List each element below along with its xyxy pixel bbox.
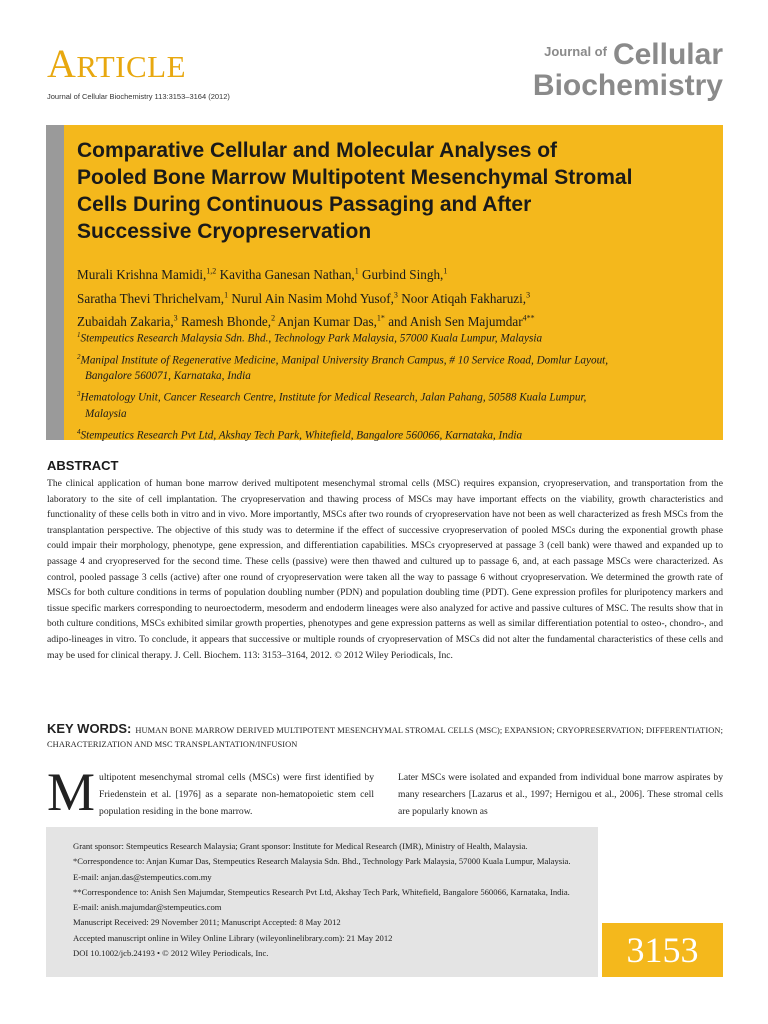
affiliation: $^2$Manipal Institute of Regenerative Medicine, Manipal University Branch Campus, # 10 Service Road, Domlur Layout, Bangalore 560071, Karnataka, India bbox=[77, 352, 609, 383]
author: Gurbind Singh,$^1$ bbox=[362, 267, 448, 283]
title-box bbox=[46, 125, 723, 440]
title-line: Pooled Bone Marrow Multipotent Mesenchymal Stromal bbox=[77, 166, 633, 189]
affiliation: $^1$Stempeutics Research Malaysia Sdn. Bhd., Technology Park Malaysia, 57000 Kuala Lumpur, Malaysia bbox=[77, 331, 543, 345]
author: Saratha Thevi Thrichelvam,$^1$ bbox=[77, 290, 229, 306]
footnote-box bbox=[46, 827, 598, 977]
author: Zubaidah Zakaria,$^3$ bbox=[77, 313, 178, 330]
abstract-heading: ABSTRACT bbox=[47, 458, 119, 473]
keywords-heading: KEY WORDS: bbox=[47, 721, 132, 736]
author: Kavitha Ganesan Nathan,$^1$ bbox=[219, 267, 359, 283]
author-list bbox=[77, 262, 697, 332]
article-title bbox=[77, 137, 697, 245]
journal-logo-of: Journal of bbox=[544, 44, 607, 59]
body-left-text: ultipotent mesenchymal stromal cells (MSCs) were first identified by Friedenstein et al. [1976] as a separate non-hematopoietic stem cell population residing in the bone marrow. bbox=[99, 772, 374, 817]
author: Murali Krishna Mamidi,$^{1,2}$ bbox=[77, 267, 217, 283]
affiliation: $^4$Stempeutics Research Pvt Ltd, Akshay Tech Park, Whitefield, Bangalore 560066, Karnataka, India bbox=[77, 428, 523, 442]
article-label: ARTICLE bbox=[47, 41, 187, 86]
footnote-received: Manuscript Received: 29 November 2011; Manuscript Accepted: 8 May 2012 bbox=[73, 917, 341, 928]
keywords-text: HUMAN BONE MARROW DERIVED MULTIPOTENT MESENCHYMAL STROMAL CELLS (MSC); EXPANSION; CRYOPRESERVATION; DIFFERENTIATION; CHARACTERIZATION AND MSC TRANSPLANTATION/INFUSION bbox=[47, 726, 723, 749]
abstract-text: The clinical application of human bone marrow derived multipotent mesenchymal stromal cells (MSC) requires expansion, cryopreservation, and transportation from the laboratory to the site of cell implantation. The cryopreservation and thawing process of MSCs may have important effects on the viability, growth characteristics and functionality of these cells both in vitro and in vivo. More importantly, MSCs after two rounds of cryopreservation have not been as well characterized as fresh MSCs from the transplantation perspective. The objective of this study was to determine if the effect of successive cryopreservation of pooled MSCs during the exponential growth phase could impair their morphology, phenotype, gene expression, and differentiation capabilities. MSCs cryopreserved at passage 3 (cell bank) were thawed and expanded up to passage 4 and cryopreserved for the second time. These cells (passive) were then thawed and cultured up to passage 6, and, at each passage MSCs were characterized. As control, pooled passage 3 cells (active) after one round of cryopreservation were taken all the way to passage 6 without cryopreservation. We determined the growth rate of MSCs for both culture conditions in terms of population doubling number (PDN) and population doubling time (PDT). Gene expression profiles for pluripotency markers and tissue specific markers corresponding to neuroectoderm, mesoderm and endoderm lineages were also analyzed for active and passive cultures of MSC. The results show that in both culture conditions, MSCs exhibited similar growth properties, phenotypes and gene expression patterns as well as similar differentiation potential to osteo-, chondro-, and adipo-lineages in vitro. To conclude, it appears that successive or multiple rounds of cryopreservation of MSCs did not alter the fundamental characteristics of these cells and may be used for clinical therapy. J. Cell. Biochem. 113: 3153–3164, 2012. © 2012 Wiley Periodicals, Inc. bbox=[47, 478, 723, 661]
title-line: Successive Cryopreservation bbox=[77, 220, 372, 243]
journal-logo-biochemistry: Biochemistry bbox=[532, 69, 723, 102]
journal-logo-cellular: Cellular bbox=[612, 38, 723, 71]
title-line: Comparative Cellular and Molecular Analyses of bbox=[77, 139, 558, 162]
title-line: Cells During Continuous Passaging and After bbox=[77, 193, 532, 216]
footnote-online: Accepted manuscript online in Wiley Online Library (wileyonlinelibrary.com): 21 May 2012 bbox=[73, 932, 393, 943]
journal-logo bbox=[533, 40, 723, 101]
author: Anjan Kumar Das,$^{1*}$ bbox=[277, 313, 385, 330]
journal-citation: Journal of Cellular Biochemistry 113:3153–3164 (2012) bbox=[47, 92, 230, 101]
abstract-copyright: © 2012 Wiley Periodicals, Inc. bbox=[334, 649, 453, 661]
page-number: 3153 bbox=[602, 923, 723, 977]
author: Nurul Ain Nasim Mohd Yusof,$^3$ bbox=[231, 290, 398, 306]
title-side-bar bbox=[46, 125, 64, 440]
affiliation-list bbox=[77, 327, 702, 446]
footnote-doi: DOI 10.1002/jcb.24193 • © 2012 Wiley Periodicals, Inc. bbox=[73, 948, 269, 959]
footnote-text bbox=[73, 839, 578, 961]
body-column-left bbox=[47, 762, 374, 822]
keywords bbox=[47, 722, 723, 752]
author: and Anish Sen Majumdar$^{4**}$ bbox=[388, 313, 535, 330]
footnote-correspondence-2: **Correspondence to: Anish Sen Majumdar, Stempeutics Research Pvt Ltd, Akshay Tech Park, Whitefield, Bangalore 560066, Karnataka, India. E-mail: anish.majumdar@stempeutics.com bbox=[73, 886, 570, 913]
drop-cap: M bbox=[47, 762, 96, 822]
author: Ramesh Bhonde,$^2$ bbox=[180, 313, 276, 330]
footnote-correspondence-1: *Correspondence to: Anjan Kumar Das, Stempeutics Research Malaysia Sdn. Bhd., Technology Park Malaysia, 57000 Kuala Lumpur, Malaysia. E-mail: anjan.das@stempeutics.com.my bbox=[73, 856, 571, 882]
affiliation: $^3$Hematology Unit, Cancer Research Centre, Institute for Medical Research, Jalan Pahang, 50588 Kuala Lumpur, Malaysia bbox=[77, 390, 587, 421]
footnote-grant: Grant sponsor: Stempeutics Research Malaysia; Grant sponsor: Institute for Medical Research (IMR), Ministry of Health, Malaysia. bbox=[73, 841, 528, 851]
body-column-right: Later MSCs were isolated and expanded from individual bone marrow aspirates by many researchers [Lazarus et al., 1997; Hernigou et al., 2006]. These stromal cells are popularly known as bbox=[398, 772, 723, 817]
author: Noor Atiqah Fakharuzi,$^3$ bbox=[401, 290, 531, 306]
